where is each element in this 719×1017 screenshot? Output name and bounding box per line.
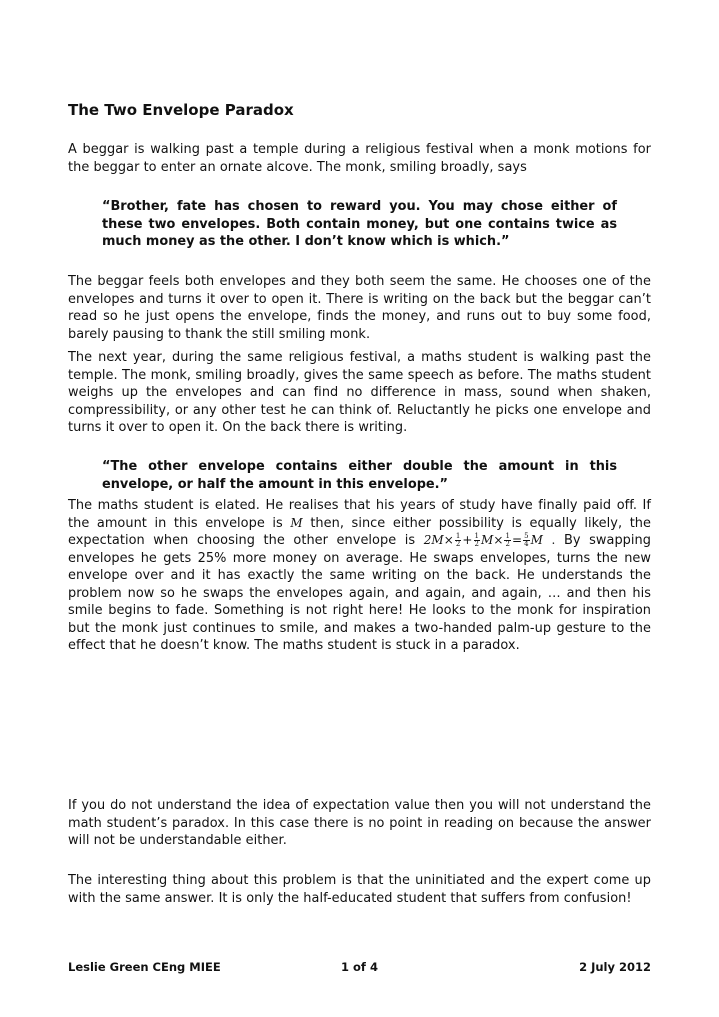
formula-half-1-num: 1 (455, 532, 461, 540)
paragraph-4-part-b: then, since either possibility is equally likely, the expectation when choosing the other envelope is (68, 515, 651, 548)
formula-half-2 (474, 533, 481, 548)
formula-result-var: M (530, 533, 543, 547)
paragraph-5: If you do not understand the idea of expectation value then you will not understand the math student’s paradox. In this case there is no point in reading on because the answer will not be understandable either. (68, 798, 651, 848)
paragraph-4-block (68, 497, 651, 655)
paragraph-2-block (68, 273, 651, 343)
formula-term-2m: 2M (423, 533, 444, 547)
paragraph-6-block (68, 872, 651, 907)
formula-half-2-den: 2 (474, 540, 480, 548)
page-footer (68, 960, 651, 976)
formula-result-den: 4 (524, 540, 529, 548)
formula-result-num: 5 (524, 532, 529, 540)
formula-half-1-den: 2 (455, 540, 461, 548)
paragraph-3: The next year, during the same religious festival, a maths student is walking past the temple. The monk, smiling broadly, gives the same speech as before. The maths student weighs up the envelopes and can find no difference in mass, sound when shaken, compressibility, or any other test he can think of. Reluctantly he picks one envelope and turns it over to open it. On the back there is writing. (68, 350, 651, 435)
paragraph-4-part-c: By swapping envelopes he gets 25% more money on average. He swaps envelopes, turns the new envelope over and it has exactly the same writing on the back. He understands the problem now so he swaps the envelopes again, and again, and again, … and then his smile begins to fade. Something is not right here! He looks to the monk for inspiration but the monk just continues to smile, and makes a two-handed palm-up gesture to the effect that he doesn’t know. The maths student is stuck in a paradox. (68, 533, 651, 653)
formula-plus: + (462, 533, 473, 547)
formula-half-3-den: 2 (505, 540, 510, 548)
paragraph-4 (68, 497, 651, 655)
expectation-formula (424, 533, 564, 548)
formula-times-2: × (493, 533, 504, 547)
formula-equals: = (512, 533, 523, 547)
envelope-writing-quote: “The other envelope contains either double the amount in this envelope, or half the amount in this envelope.” (102, 459, 617, 492)
footer-page-number: 1 of 4 (341, 960, 378, 974)
document-title: The Two Envelope Paradox (68, 101, 294, 119)
formula-half-3-num: 1 (505, 532, 510, 540)
formula-result-fraction (523, 533, 530, 548)
paragraph-1-block (68, 141, 651, 176)
quote-1-block (68, 198, 651, 251)
formula-times-1: × (443, 533, 454, 547)
formula-half-2-num: 1 (474, 532, 480, 540)
paragraph-3-block (68, 349, 651, 437)
variable-m: M (290, 515, 303, 530)
quote-2-block (68, 458, 651, 493)
formula-half-1 (455, 533, 462, 548)
paragraph-5-block (68, 797, 651, 850)
formula-half-3 (504, 533, 511, 548)
paragraph-1: A beggar is walking past a temple during a religious festival when a monk motions for the beggar to enter an ornate alcove. The monk, smiling broadly, says (68, 142, 651, 175)
formula-term-m: M (481, 533, 494, 547)
paragraph-6: The interesting thing about this problem is that the uninitiated and the expert come up with the same answer. It is only the half-educated student that suffers from confusion! (68, 873, 651, 906)
formula-period: . (551, 533, 556, 547)
paragraph-2: The beggar feels both envelopes and they both seem the same. He chooses one of the envelopes and turns it over to open it. There is writing on the back but the beggar can’t read so he just opens the envelope, finds the money, and runs out to buy some food, barely pausing to thank the still smiling monk. (68, 274, 651, 342)
paragraph-4-part-a: The maths student is elated. He realises that his years of study have finally paid off. If the amount in this envelope is (68, 498, 651, 531)
monk-quote-1: “Brother, fate has chosen to reward you. You may chose either of these two envelopes. Both contain money, but one contains twice as much money as the other. I don’t know which is which.” (102, 199, 617, 249)
footer-date: 2 July 2012 (579, 960, 651, 974)
footer-author: Leslie Green CEng MIEE (68, 960, 221, 974)
